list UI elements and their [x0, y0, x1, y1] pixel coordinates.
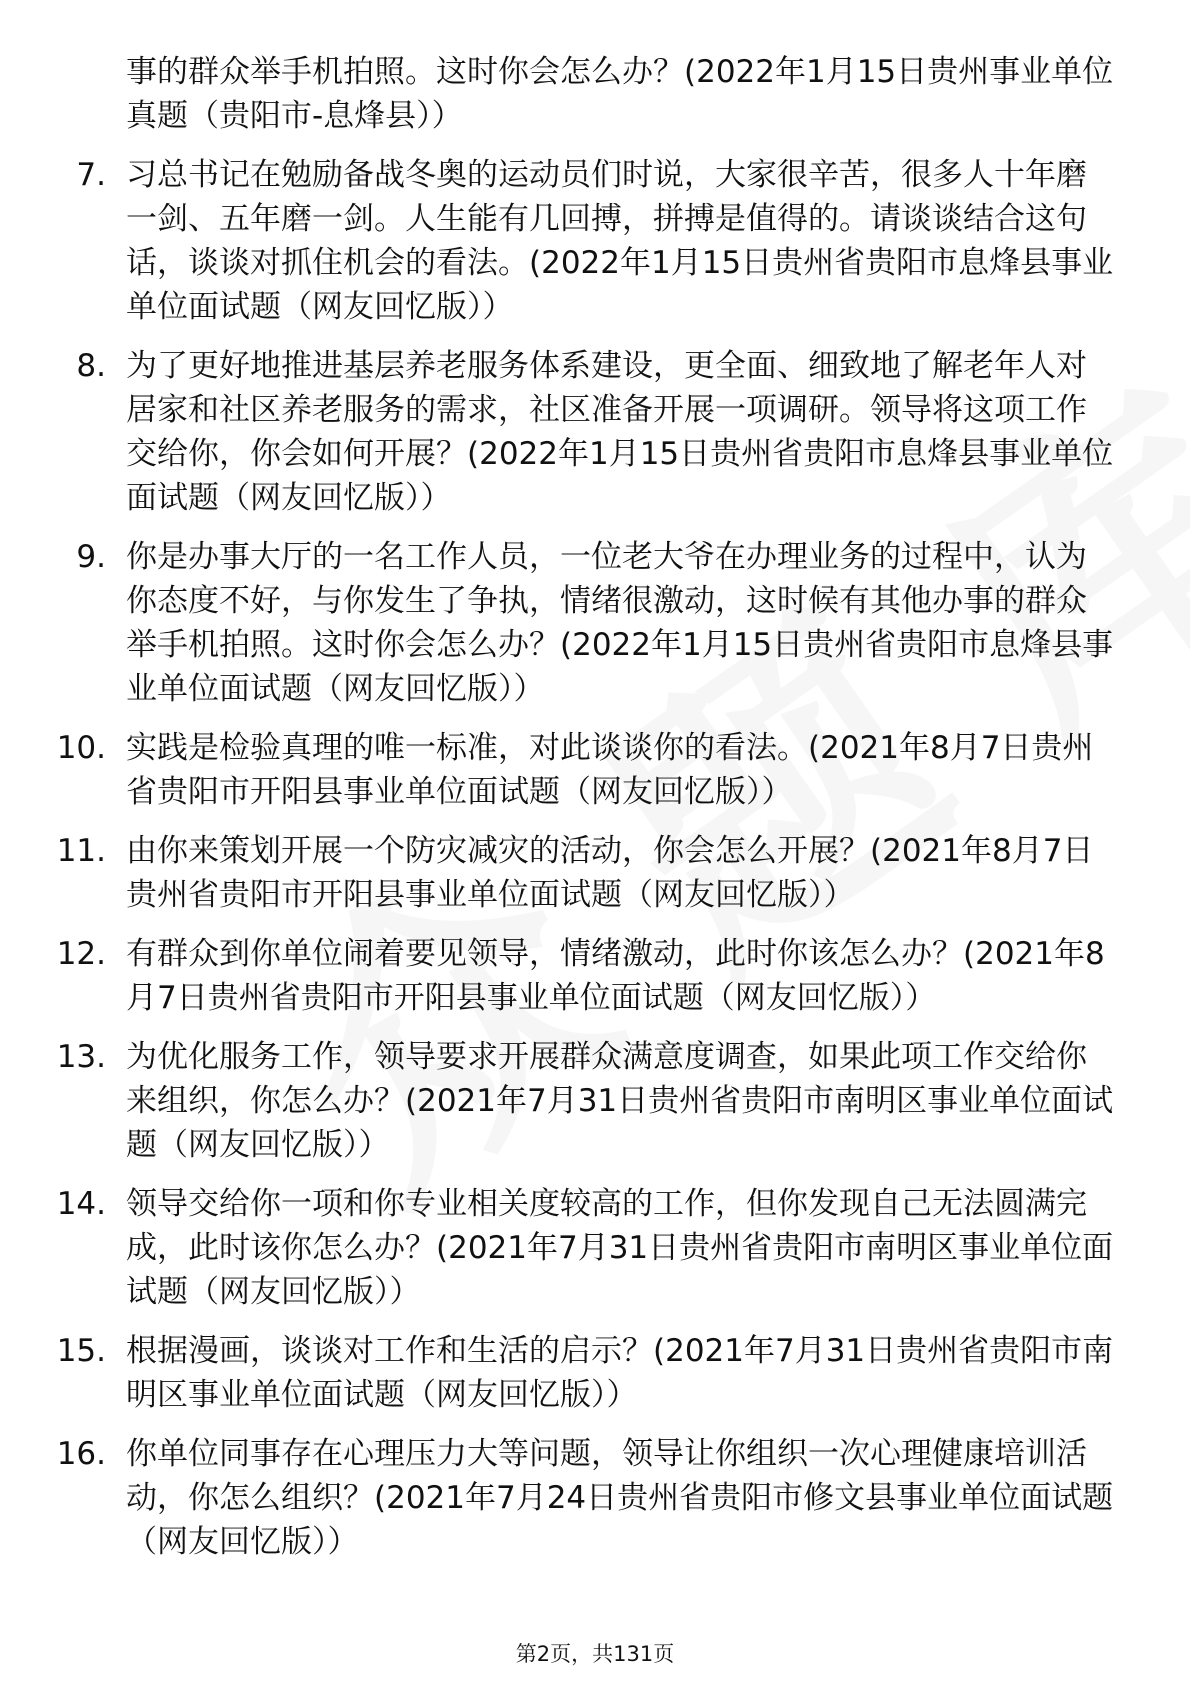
question-text: 你是办事大厅的一名工作人员，一位老大爷在办理业务的过程中，认为你态度不好，与你发生了争执，情绪很激动，这时候有其他办事的群众举手机拍照。这时你会怎么办？(2022年1月15日贵州省贵阳市息烽县事业单位面试题（网友回忆版））	[126, 539, 1114, 707]
question-number: 16.	[56, 1436, 106, 1472]
question-number: 10.	[56, 730, 106, 766]
question-text: 有群众到你单位闹着要见领导，情绪激动，此时你该怎么办？(2021年8月7日贵州省贵阳市开阳县事业单位面试题（网友回忆版））	[126, 936, 1105, 1016]
question-number: 14.	[56, 1186, 106, 1222]
question-text: 为了更好地推进基层养老服务体系建设，更全面、细致地了解老年人对居家和社区养老服务的需求，社区准备开展一项调研。领导将这项工作交给你，你会如何开展？(2022年1月15日贵州省贵阳市息烽县事业单位面试题（网友回忆版））	[126, 348, 1114, 516]
question-text: 根据漫画，谈谈对工作和生活的启示？(2021年7月31日贵州省贵阳市南明区事业单位面试题（网友回忆版））	[126, 1333, 1114, 1413]
question-number: 15.	[56, 1333, 106, 1369]
question-number: 8.	[76, 348, 106, 384]
question-list	[0, 50, 1190, 1564]
question-item-7	[0, 153, 1190, 329]
question-text: 领导交给你一项和你专业相关度较高的工作，但你发现自己无法圆满完成，此时该你怎么办？(2021年7月31日贵州省贵阳市南明区事业单位面试题（网友回忆版））	[126, 1186, 1114, 1310]
question-item-16	[0, 1432, 1190, 1564]
question-text: 你单位同事存在心理压力大等问题，领导让你组织一次心理健康培训活动，你怎么组织？(2021年7月24日贵州省贵阳市修文县事业单位面试题（网友回忆版））	[126, 1436, 1114, 1560]
page-footer: 第2页，共131页	[515, 1642, 675, 1666]
question-item-15	[0, 1329, 1190, 1417]
question-item-14	[0, 1182, 1190, 1314]
question-item-8	[0, 344, 1190, 520]
question-number: 11.	[56, 833, 106, 869]
question-text: 为优化服务工作，领导要求开展群众满意度调查，如果此项工作交给你来组织，你怎么办？(2021年7月31日贵州省贵阳市南明区事业单位面试题（网友回忆版））	[126, 1039, 1114, 1163]
question-text: 实践是检验真理的唯一标准，对此谈谈你的看法。(2021年8月7日贵州省贵阳市开阳县事业单位面试题（网友回忆版））	[126, 730, 1094, 810]
question-number: 13.	[56, 1039, 106, 1075]
continued-question-text: 事的群众举手机拍照。这时你会怎么办？(2022年1月15日贵州事业单位真题（贵阳市-息烽县））	[126, 54, 1114, 134]
question-item-10	[0, 726, 1190, 814]
question-text: 习总书记在勉励备战冬奥的运动员们时说，大家很辛苦，很多人十年磨一剑、五年磨一剑。人生能有几回搏，拼搏是值得的。请谈谈结合这句话，谈谈对抓住机会的看法。(2022年1月15日贵州省贵阳市息烽县事业单位面试题（网友回忆版））	[126, 157, 1114, 325]
question-item-13	[0, 1035, 1190, 1167]
question-item-11	[0, 829, 1190, 917]
question-item-12	[0, 932, 1190, 1020]
question-number: 12.	[56, 936, 106, 972]
question-number: 9.	[76, 539, 106, 575]
question-item-9	[0, 535, 1190, 711]
question-text: 由你来策划开展一个防灾减灾的活动，你会怎么开展？(2021年8月7日贵州省贵阳市开阳县事业单位面试题（网友回忆版））	[126, 833, 1094, 913]
question-number: 7.	[76, 157, 106, 193]
